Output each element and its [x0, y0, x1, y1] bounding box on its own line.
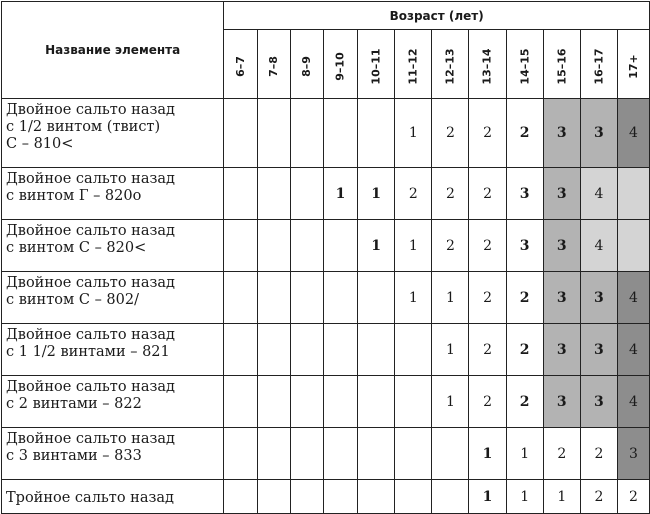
difficulty-cell: 4	[580, 220, 617, 272]
age-header-1	[224, 30, 257, 99]
difficulty-cell	[395, 376, 432, 428]
difficulty-cell: 1	[432, 272, 469, 324]
difficulty-cell	[432, 480, 469, 514]
age-label: 9–10	[333, 51, 347, 81]
difficulty-cell: 4	[617, 99, 649, 168]
difficulty-cell: 1	[432, 324, 469, 376]
age-header-4	[323, 30, 357, 99]
difficulty-cell	[323, 376, 357, 428]
difficulty-cell	[224, 376, 257, 428]
difficulty-cell	[257, 376, 290, 428]
difficulty-cell	[257, 428, 290, 480]
difficulty-cell: 1	[469, 428, 506, 480]
difficulty-cell: 1	[395, 272, 432, 324]
age-header-9	[506, 30, 543, 99]
difficulty-cell: 2	[617, 480, 649, 514]
age-header-12	[617, 30, 649, 99]
difficulty-cell	[395, 428, 432, 480]
element-name-cell	[2, 99, 224, 168]
age-elements-table	[1, 1, 650, 514]
difficulty-cell: 1	[432, 376, 469, 428]
difficulty-cell	[358, 324, 395, 376]
difficulty-cell: 2	[506, 324, 543, 376]
element-name-line: Двойное сальто назад	[6, 223, 175, 239]
age-label: 11–12	[406, 47, 420, 85]
difficulty-cell	[224, 272, 257, 324]
age-header-5	[358, 30, 395, 99]
difficulty-cell	[617, 220, 649, 272]
age-label: 10–11	[369, 47, 383, 85]
difficulty-cell	[257, 480, 290, 514]
column-group-age: Возраст (лет)	[224, 2, 650, 30]
element-name-line: с винтом Г – 820о	[6, 188, 142, 204]
difficulty-cell	[358, 376, 395, 428]
element-name-line: Двойное сальто назад	[6, 379, 175, 395]
difficulty-cell	[290, 324, 323, 376]
difficulty-cell: 4	[617, 272, 649, 324]
difficulty-cell: 3	[580, 376, 617, 428]
age-header-6	[395, 30, 432, 99]
difficulty-cell: 2	[432, 99, 469, 168]
age-header-2	[257, 30, 290, 99]
element-name-line: Двойное сальто назад	[6, 171, 175, 187]
difficulty-cell: 2	[506, 272, 543, 324]
difficulty-cell	[290, 220, 323, 272]
difficulty-cell: 1	[395, 220, 432, 272]
difficulty-cell: 2	[395, 168, 432, 220]
age-header-3	[290, 30, 323, 99]
difficulty-cell: 2	[469, 168, 506, 220]
difficulty-cell	[358, 99, 395, 168]
difficulty-cell: 4	[580, 168, 617, 220]
difficulty-cell	[290, 272, 323, 324]
difficulty-cell: 1	[543, 480, 580, 514]
difficulty-cell: 2	[432, 168, 469, 220]
difficulty-cell	[617, 168, 649, 220]
difficulty-cell	[224, 480, 257, 514]
difficulty-cell: 4	[617, 324, 649, 376]
element-name-cell	[2, 376, 224, 428]
difficulty-cell: 1	[358, 168, 395, 220]
age-label: 15–16	[555, 47, 569, 85]
table-row	[2, 168, 650, 220]
difficulty-cell: 1	[358, 220, 395, 272]
difficulty-cell	[290, 168, 323, 220]
element-name-line: с 1/2 винтом (твист)	[6, 119, 161, 135]
difficulty-cell: 2	[469, 99, 506, 168]
difficulty-cell: 2	[469, 376, 506, 428]
difficulty-cell	[323, 220, 357, 272]
difficulty-cell	[224, 99, 257, 168]
difficulty-cell: 3	[580, 272, 617, 324]
age-label: 13–14	[481, 47, 495, 85]
element-name-line: с винтом С – 820<	[6, 240, 147, 256]
difficulty-cell: 2	[506, 99, 543, 168]
difficulty-cell	[323, 324, 357, 376]
difficulty-cell: 2	[469, 324, 506, 376]
age-header-10	[543, 30, 580, 99]
table-row	[2, 376, 650, 428]
table-row	[2, 324, 650, 376]
difficulty-cell	[358, 428, 395, 480]
age-label: 17+	[626, 53, 640, 79]
element-name-line: с 1 1/2 винтами – 821	[6, 344, 170, 360]
table-row	[2, 99, 650, 168]
difficulty-cell: 1	[506, 480, 543, 514]
difficulty-cell: 2	[580, 428, 617, 480]
difficulty-cell	[323, 428, 357, 480]
difficulty-cell	[358, 272, 395, 324]
difficulty-cell	[257, 220, 290, 272]
age-header-11	[580, 30, 617, 99]
difficulty-cell	[395, 324, 432, 376]
element-name-line: Двойное сальто назад	[6, 327, 175, 343]
difficulty-cell: 3	[543, 272, 580, 324]
difficulty-cell	[323, 99, 357, 168]
element-name-line: Тройное сальто назад	[6, 489, 174, 506]
difficulty-cell: 3	[543, 168, 580, 220]
element-name-cell	[2, 324, 224, 376]
difficulty-cell: 2	[506, 376, 543, 428]
age-label: 16–17	[592, 47, 606, 85]
column-title-element-name: Название элемента	[2, 2, 224, 99]
difficulty-cell	[290, 99, 323, 168]
difficulty-cell: 3	[543, 220, 580, 272]
age-label: 8–9	[300, 55, 314, 77]
difficulty-cell: 2	[469, 272, 506, 324]
difficulty-cell: 3	[543, 99, 580, 168]
element-name-cell	[2, 220, 224, 272]
element-name-line: Двойное сальто назад	[6, 102, 175, 118]
difficulty-cell: 3	[543, 324, 580, 376]
difficulty-cell	[224, 220, 257, 272]
difficulty-cell: 1	[469, 480, 506, 514]
element-name-line: с 2 винтами – 822	[6, 396, 142, 412]
age-header-7	[432, 30, 469, 99]
table-row	[2, 220, 650, 272]
element-name-cell	[2, 272, 224, 324]
difficulty-cell	[257, 324, 290, 376]
difficulty-cell: 2	[543, 428, 580, 480]
difficulty-cell	[224, 324, 257, 376]
difficulty-cell: 1	[323, 168, 357, 220]
difficulty-cell: 2	[469, 220, 506, 272]
element-name-cell	[2, 168, 224, 220]
table-row	[2, 272, 650, 324]
age-label: 6–7	[233, 55, 247, 77]
difficulty-cell	[323, 480, 357, 514]
element-name-cell	[2, 480, 224, 514]
difficulty-cell	[290, 428, 323, 480]
difficulty-cell: 4	[617, 376, 649, 428]
difficulty-cell: 3	[543, 376, 580, 428]
age-label: 7–8	[267, 55, 281, 77]
element-name-cell	[2, 428, 224, 480]
element-name-line: с винтом С – 802/	[6, 292, 139, 308]
table-row	[2, 480, 650, 514]
difficulty-cell	[432, 428, 469, 480]
difficulty-cell: 1	[506, 428, 543, 480]
difficulty-cell: 3	[506, 168, 543, 220]
element-name-line: С – 810<	[6, 136, 74, 152]
difficulty-cell	[224, 428, 257, 480]
difficulty-cell: 3	[580, 324, 617, 376]
element-name-line: с 3 винтами – 833	[6, 448, 142, 464]
difficulty-cell	[290, 376, 323, 428]
difficulty-cell: 2	[432, 220, 469, 272]
difficulty-cell	[323, 272, 357, 324]
difficulty-cell	[257, 99, 290, 168]
element-name-line: Двойное сальто назад	[6, 431, 175, 447]
difficulty-cell	[290, 480, 323, 514]
element-name-line: Двойное сальто назад	[6, 275, 175, 291]
age-header-8	[469, 30, 506, 99]
difficulty-cell: 3	[580, 99, 617, 168]
difficulty-cell	[257, 168, 290, 220]
difficulty-cell: 3	[617, 428, 649, 480]
difficulty-cell: 2	[580, 480, 617, 514]
difficulty-cell	[358, 480, 395, 514]
table-row	[2, 428, 650, 480]
difficulty-cell	[224, 168, 257, 220]
age-label: 14–15	[518, 47, 532, 85]
difficulty-cell: 3	[506, 220, 543, 272]
difficulty-cell	[395, 480, 432, 514]
difficulty-cell	[257, 272, 290, 324]
difficulty-cell: 1	[395, 99, 432, 168]
age-label: 12–13	[443, 47, 457, 85]
